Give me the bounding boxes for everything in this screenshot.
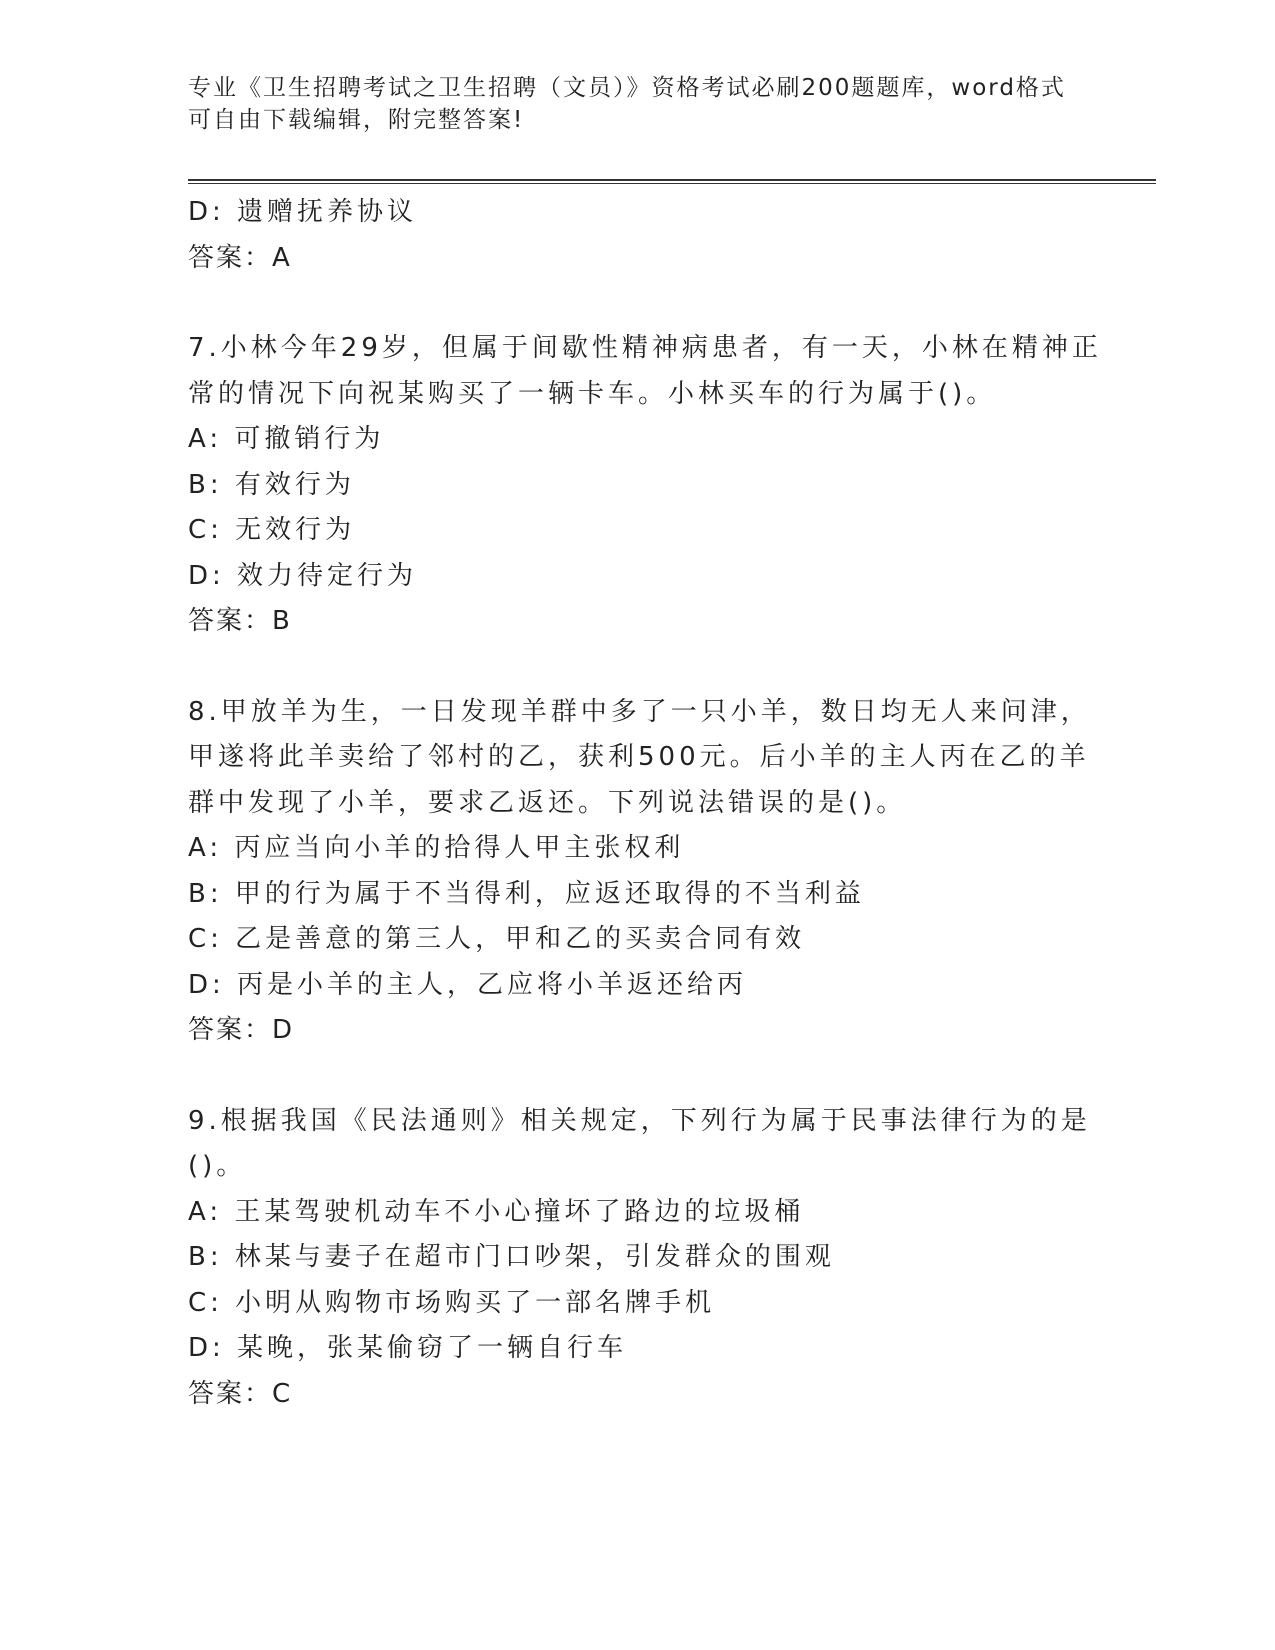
question-stem-line: 8.甲放羊为生，一日发现羊群中多了一只小羊，数日均无人来问津， (188, 696, 1091, 727)
prev-option-d: D: 遗赠抚养协议 (188, 197, 418, 227)
option-a: A: 王某驾驶机动车不小心撞坏了路边的垃圾桶 (188, 1196, 805, 1227)
question-stem-line: 7.小林今年29岁，但属于间歇性精神病患者，有一天，小林在精神正 (188, 333, 1102, 363)
question-stem-line: 群中发现了小羊，要求乙返还。下列说法错误的是()。 (188, 787, 907, 818)
option-d: D: 效力待定行为 (188, 560, 418, 591)
answer: 答案：D (188, 1015, 295, 1045)
option-d: D: 某晚，张某偷窃了一辆自行车 (188, 1333, 628, 1363)
header-rule-thick (188, 179, 1156, 181)
option-c: C: 无效行为 (188, 515, 356, 545)
option-d: D: 丙是小羊的主人，乙应将小羊返还给丙 (188, 969, 748, 1000)
question-stem-line: 9.根据我国《民法通则》相关规定，下列行为属于民事法律行为的是 (188, 1105, 1091, 1136)
question-9 (188, 1099, 1091, 1418)
question-stem-line: 常的情况下向祝某购买了一辆卡车。小林买车的行为属于()。 (188, 378, 997, 409)
question-8 (188, 690, 1091, 1054)
answer: 答案：C (188, 1378, 293, 1409)
question-stem-line: ()。 (188, 1151, 247, 1181)
option-a: A: 丙应当向小羊的拾得人甲主张权利 (188, 833, 685, 863)
option-b: B: 有效行为 (188, 469, 355, 500)
option-c: C: 乙是善意的第三人，甲和乙的买卖合同有效 (188, 924, 806, 954)
prev-answer: 答案：A (188, 242, 292, 273)
option-b: B: 甲的行为属于不当得利，应返还取得的不当利益 (188, 878, 865, 909)
option-b: B: 林某与妻子在超市门口吵架，引发群众的围观 (188, 1242, 835, 1272)
option-a: A: 可撤销行为 (188, 424, 385, 454)
header-line-1: 专业《卫生招聘考试之卫生招聘（文员）》资格考试必刷200题题库，word格式 (188, 75, 1066, 101)
answer: 答案：B (188, 606, 292, 636)
question-stem-line: 甲遂将此羊卖给了邻村的乙，获利500元。后小羊的主人丙在乙的羊 (188, 742, 1090, 772)
option-c: C: 小明从购物市场购买了一部名牌手机 (188, 1287, 716, 1318)
header-rule-thin (188, 183, 1156, 184)
page-header (188, 72, 1068, 136)
header-line-2: 可自由下载编辑，附完整答案! (188, 107, 525, 133)
question-content (188, 190, 1102, 1417)
question-7 (188, 326, 1102, 645)
